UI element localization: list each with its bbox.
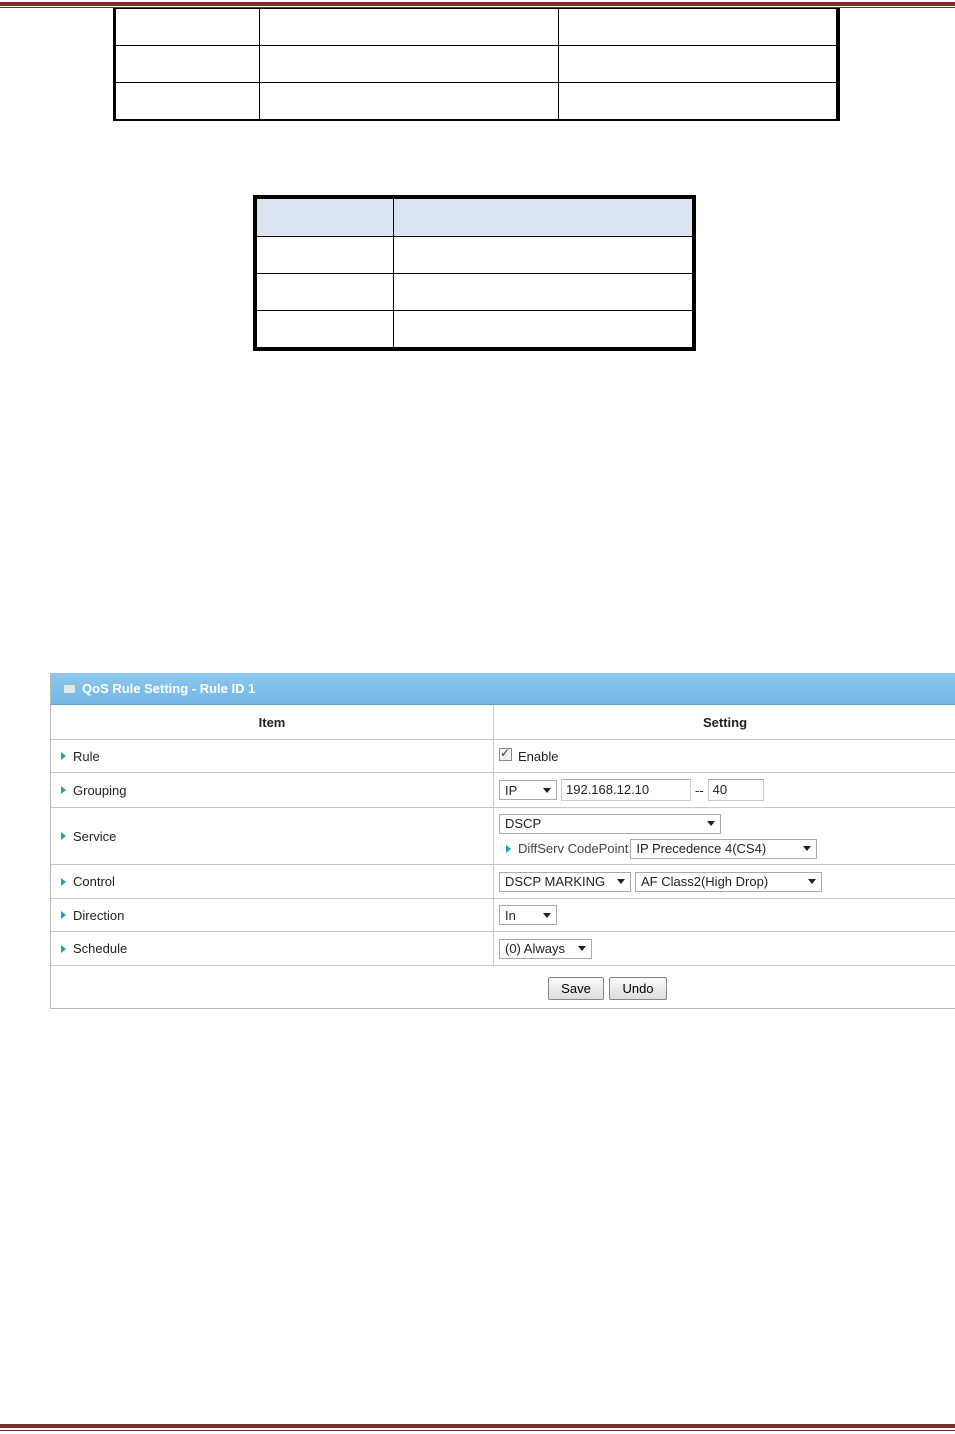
chevron-down-icon — [803, 846, 811, 851]
bullet-arrow-icon — [61, 911, 66, 919]
undo-button[interactable]: Undo — [609, 977, 667, 1000]
control-row — [51, 865, 955, 899]
chevron-down-icon — [808, 879, 816, 884]
schedule-select[interactable]: (0) Always — [499, 939, 592, 959]
panel-title-bar — [51, 673, 955, 705]
qos-rule-panel — [50, 673, 955, 1009]
bullet-arrow-icon — [61, 878, 66, 886]
grouping-row — [51, 773, 955, 808]
table-row — [255, 311, 694, 350]
bullet-arrow-icon — [61, 752, 66, 760]
chevron-down-icon — [617, 879, 625, 884]
rule-label: Rule — [73, 748, 100, 764]
enable-checkbox[interactable] — [499, 748, 512, 761]
header-setting: Setting — [702, 714, 748, 730]
save-button[interactable]: Save — [548, 977, 604, 1000]
table-header — [51, 705, 955, 740]
control-label: Control — [73, 874, 115, 889]
schedule-label: Schedule — [73, 941, 128, 956]
table-row — [115, 46, 839, 83]
ip-start-input[interactable]: 192.168.12.10 — [561, 779, 691, 801]
chevron-down-icon — [543, 913, 551, 918]
footer-rule-thin — [0, 1430, 955, 1431]
grouping-type-select[interactable]: IP — [499, 780, 557, 800]
ip-end-input[interactable]: 40 — [708, 779, 764, 801]
schedule-row — [51, 932, 955, 966]
direction-label: Direction — [73, 907, 125, 923]
bullet-arrow-icon — [61, 786, 66, 794]
panel-icon — [63, 684, 76, 694]
bullet-arrow-icon — [61, 832, 66, 840]
header-item: Item — [51, 705, 494, 739]
control-class-select[interactable]: AF Class2(High Drop) — [635, 872, 822, 892]
direction-row — [51, 899, 955, 932]
grouping-label: Grouping — [73, 782, 127, 798]
footer-rule — [0, 1424, 955, 1428]
table-row — [255, 274, 694, 311]
service-type-select[interactable]: DSCP — [499, 814, 721, 834]
table-row — [115, 9, 839, 46]
codepoint-select[interactable]: IP Precedence 4(CS4) — [630, 839, 817, 859]
table-row — [115, 83, 839, 121]
codepoint-group — [499, 839, 817, 859]
direction-select[interactable]: In — [499, 905, 557, 925]
table-header-row — [255, 197, 694, 237]
panel-title: QoS Rule Setting - Rule ID 1 — [82, 681, 256, 696]
control-mode-select[interactable]: DSCP MARKING — [499, 872, 631, 892]
rule-row — [51, 740, 955, 773]
chevron-down-icon — [707, 821, 715, 826]
range-separator: -- — [695, 782, 704, 798]
bullet-arrow-icon — [61, 945, 66, 953]
chevron-down-icon — [543, 788, 551, 793]
service-label: Service — [73, 828, 117, 844]
document-table-2 — [253, 195, 696, 351]
bullet-arrow-icon — [506, 845, 511, 853]
codepoint-label: DiffServ CodePoint — [518, 841, 629, 856]
document-table-1 — [113, 8, 840, 121]
chevron-down-icon — [578, 946, 586, 951]
table-row — [255, 237, 694, 274]
service-row — [51, 808, 955, 865]
header-rule — [0, 2, 955, 6]
button-row — [51, 966, 955, 1010]
enable-label: Enable — [518, 748, 559, 764]
